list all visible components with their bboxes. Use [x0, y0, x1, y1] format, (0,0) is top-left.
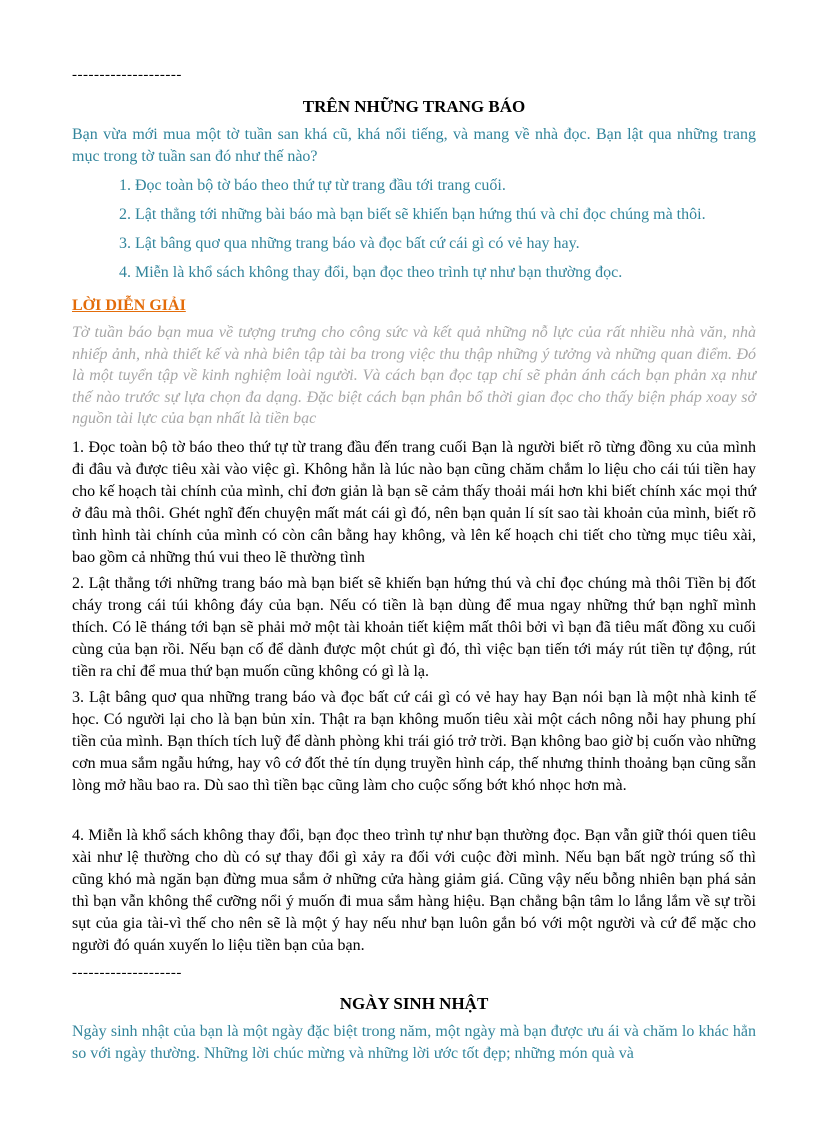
answer-paragraph: 1. Đọc toàn bộ tờ báo theo thứ tự từ trang đầu đến trang cuối Bạn là người biết rõ từng đồng xu của mình đi đâu và được tiêu xài vào việc gì. Không hẳn là lúc nào bạn cũng chăm chắm lo liệu cho cái túi tiền hay cho kế hoạch tài chính của mình, chỉ đơn giản là bạn sẽ cảm thấy thoải mái hơn khi biết chính xác mọi thứ ở đâu mà thôi. Ghét nghĩ đến chuyện mất mát cái gì đó, nên bạn quản lí sít sao tài khoản của mình, biết rõ tình hình tài chính của mình có còn cân bằng hay không, và lên kế hoạch chi tiết cho từng mục tiêu xài, bao gồm cả những thú vui theo lẽ thường tình	[72, 439, 756, 566]
option-item: 4. Miễn là khổ sách không thay đổi, bạn đọc theo trình tự như bạn thường đọc.	[119, 264, 623, 281]
section-title: TRÊN NHỮNG TRANG BÁO	[302, 97, 526, 116]
option-item: 1. Đọc toàn bộ tờ báo theo thứ tự từ trang đầu tới trang cuối.	[119, 177, 506, 194]
option-item: 3. Lật bâng quơ qua những trang báo và đọc bất cứ cái gì có vẻ hay hay.	[119, 235, 580, 252]
explanation-heading: LỜI DIỄN GIẢI	[72, 297, 186, 314]
section-title: NGÀY SINH NHẬT	[339, 994, 489, 1013]
option-item: 2. Lật thẳng tới những bài báo mà bạn biết sẽ khiến bạn hứng thú và chỉ đọc chúng mà thôi.	[119, 206, 706, 223]
separator: --------------------	[72, 965, 182, 981]
answer-paragraph: 4. Miễn là khổ sách không thay đổi, bạn đọc theo trình tự như bạn thường đọc. Bạn vẫn giữ thói quen tiêu xài như lệ thường cho dù có sự thay đổi gì xảy ra đối với cuộc đời mình. Nếu bạn bất ngờ trúng số thì cũng khó mà ngăn bạn đừng mua sắm ở những cửa hàng giảm giá. Cũng vậy nếu bỗng nhiên bạn phá sản thì bạn vẫn không thể cưỡng nổi ý muốn đi mua sắm hàng hiệu. Bạn chẳng bận tâm lo lắng lắm về sự trồi sụt của gia tài-vì thế cho nên sẽ là một ý hay nếu như bạn luôn gắn bó với một người và cứ để mặc cho người đó quán xuyến lo liệu tiền bạn của bạn.	[72, 827, 756, 954]
answer-paragraph: 3. Lật bâng quơ qua những trang báo và đọc bất cứ cái gì có vẻ hay hay Bạn nói bạn là một nhà kinh tế học. Có người lại cho là bạn bủn xỉn. Thật ra bạn không muốn tiêu xài một cách nông nỗi hay phung phí tiền của mình. Bạn thích tích luỹ để dành phòng khi trái gió trở trời. Bạn không bao giờ bị cuốn vào những cơn mua sắm ngẫu hứng, hay vô cớ đốt thẻ tín dụng truyền hình cáp, thế nhưng thỉnh thoảng bạn cũng sẵn lòng mở hầu bao ra. Dù sao thì tiền bạc cũng làm cho cuộc sống bớt khó nhọc hơn mà.	[72, 689, 756, 794]
answer-paragraph: 2. Lật thẳng tới những trang báo mà bạn biết sẽ khiến bạn hứng thú và chỉ đọc chúng mà thôi Tiền bị đốt cháy trong cái túi không đáy của bạn. Nếu có tiền là bạn dùng để mua ngay những thứ bạn nghĩ mình thích. Có lẽ tháng tới bạn sẽ phải mở một tài khoản tiết kiệm mất thôi bởi vì bạn đã tiêu mất đồng xu cuối cùng của bạn rồi. Nếu bạn cố để dành được một chút gì đó, thì việc bạn tiến tới máy rút tiền tự động, rút tiền ra chỉ để mua thứ bạn muốn cũng không có gì là lạ.	[72, 575, 756, 680]
separator: --------------------	[72, 67, 182, 83]
explanation-text: Tờ tuần báo bạn mua về tượng trưng cho công sức và kết quả những nỗ lực của rất nhiều nhà văn, nhà nhiếp ảnh, nhà thiết kế và nhà biên tập tài ba trong việc thu thập những ý tưởng và những quan điểm. Đó là một tuyển tập về kinh nghiệm loài người. Và cách bạn đọc tạp chí sẽ phản ánh cách bạn phản xạ như thế nào trước sự lựa chọn đa dạng. Đặc biệt cách bạn phân bổ thời gian đọc cho thấy biện pháp xoay sở nguồn tài lực của bạn nhất là tiền bạc	[72, 324, 756, 427]
question-intro: Bạn vừa mới mua một tờ tuần san khá cũ, khá nổi tiếng, và mang về nhà đọc. Bạn lật qua những trang mục trong tờ tuần san đó như thế nào?	[72, 126, 756, 165]
options-list	[119, 175, 759, 291]
question-intro: Ngày sinh nhật của bạn là một ngày đặc biệt trong năm, một ngày mà bạn được ưu ái và chăm lo khác hẳn so với ngày thường. Những lời chúc mừng và những lời ước tốt đẹp; những món quà và	[72, 1023, 756, 1062]
